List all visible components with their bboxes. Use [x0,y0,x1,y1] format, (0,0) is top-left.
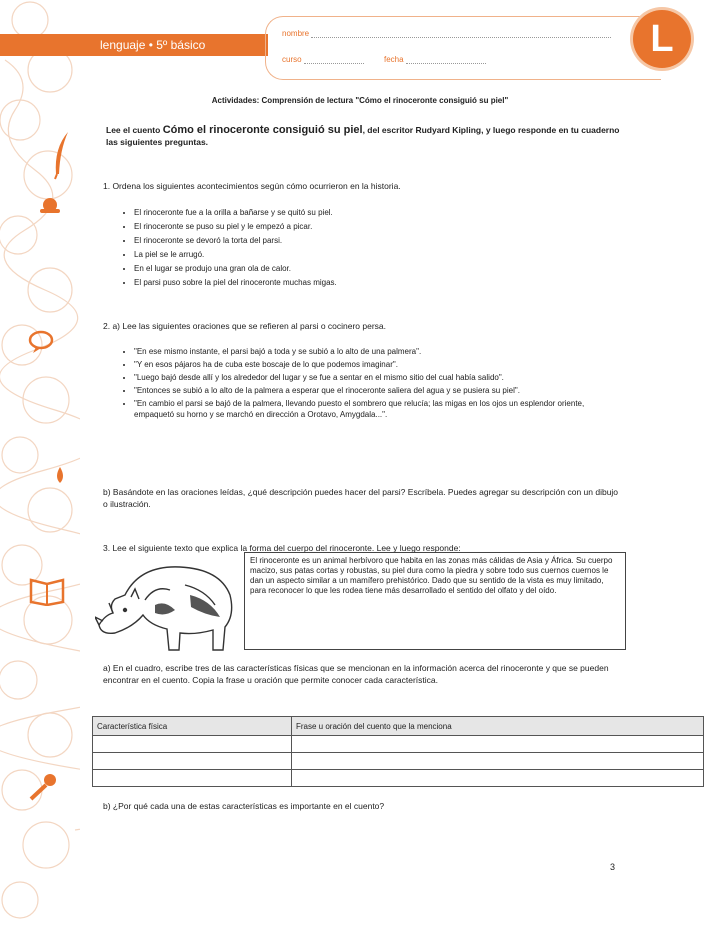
question-2-list [120,346,620,422]
table-cell[interactable] [93,770,292,787]
question-2-prompt: 2. a) Lee las siguientes oraciones que se refieren al parsi o cocinero persa. [103,321,387,331]
list-item: • "En cambio el parsi se bajó de la palmera, llevando puesto el sombrero que relucía; las migas en los ojos un esplendor oriente, empaquetó su horno y se marchó en dirección a Orotavo, Amygdala...". [134,398,620,420]
name-field[interactable]: nombre [282,29,611,38]
list-item: • En el lugar se produjo una gran ola de calor. [134,262,590,276]
question-3b-prompt: b) ¿Por qué cada una de estas características es importante en el cuento? [103,801,385,811]
list-item: • El parsi puso sobre la piel del rinoceronte muchas migas. [134,276,590,290]
rhino-info-text: El rinoceronte es un animal herbívoro que habita en las zonas más cálidas de Asia y África. Su cuerpo macizo, sus patas cortas y robustas, su piel dura como la piedra y sobre todo sus cuernos cuernos le dan un aspecto similar a un mamífero prehistórico. Dado que su sentido de la vista es muy limitado, para reconocer lo que les rodea tiene más desarrollado el sentido del olfato y del oído. [250,556,613,595]
question-3-prompt: 3. Lee el siguiente texto que explica la forma del cuerpo del rinoceronte. Lee y luego responde: [103,543,461,553]
list-item: • "En ese mismo instante, el parsi bajó a toda y se subió a lo alto de una palmera". [134,346,620,357]
story-title: Cómo el rinoceronte consiguió su piel [162,124,363,136]
date-field[interactable]: fecha [384,55,486,64]
question-3a-prompt: a) En el cuadro, escribe tres de las características físicas que se mencionan en la información acerca del rinoceronte y que se pueden encontrar en el cuento. Copia la frase u oración que permite conocer cada característica. [103,663,609,685]
table-row [93,770,704,787]
list-item: • La piel se le arrugó. [134,248,590,262]
microphone-icon [26,772,60,802]
book-icon [28,576,66,606]
table-cell[interactable] [93,753,292,770]
course-field[interactable]: curso [282,55,364,64]
rhino-info-box [244,552,626,650]
table-cell[interactable] [292,753,704,770]
list-item: • El rinoceronte fue a la orilla a bañarse y se quitó su piel. [134,206,590,220]
rhino-illustration [95,555,240,655]
list-item: • "Y en esos pájaros ha de cuba este boscaje de lo que podemos imaginar". [134,359,620,370]
table-header-row [93,717,704,736]
student-info-box [265,16,661,80]
intro-paragraph: Lee el cuento Cómo el rinoceronte consiguió su piel, del escritor Rudyard Kipling, y luego responde en tu cuaderno las siguientes preguntas. [106,124,620,147]
table-header: Frase u oración del cuento que la menciona [292,717,704,736]
list-item: • El rinoceronte se puso su piel y le empezó a picar. [134,220,590,234]
subject-badge: L [633,10,691,68]
table-row [93,736,704,753]
question-1-prompt: 1. Ordena los siguientes acontecimientos según cómo ocurrieron en la historia. [103,181,401,191]
activity-title: Actividades: Comprensión de lectura "Cómo el rinoceronte consiguió su piel" [211,96,509,105]
drop-icon [52,465,68,485]
subject-label: lenguaje • 5º básico [100,38,206,52]
feather-icon [50,130,72,180]
table-header: Característica física [93,717,292,736]
table-cell[interactable] [292,736,704,753]
list-item: • El rinoceronte se devoró la torta del parsi. [134,234,590,248]
list-item: • "Entonces se subió a lo alto de la palmera a esperar que el rinoceronte saliera del agua y se pusiera su piel". [134,385,620,396]
page-number: 3 [610,862,616,872]
question-1-list [120,206,590,290]
snail-icon [38,196,62,214]
table-cell[interactable] [292,770,704,787]
question-2b-prompt: b) Basándote en las oraciones leídas, ¿qué descripción puedes hacer del parsi? Escríbela. Puedes agregar su descripción con un dibujo o ilustración. [103,487,619,509]
table-cell[interactable] [93,736,292,753]
table-row [93,753,704,770]
subject-banner [0,34,268,56]
list-item: • "Luego bajó desde allí y los alrededor del lugar y se fue a sentar en el mismo sitio del cual había salido". [134,372,620,383]
characteristics-table [92,716,704,787]
speech-bubble-icon [28,330,54,354]
